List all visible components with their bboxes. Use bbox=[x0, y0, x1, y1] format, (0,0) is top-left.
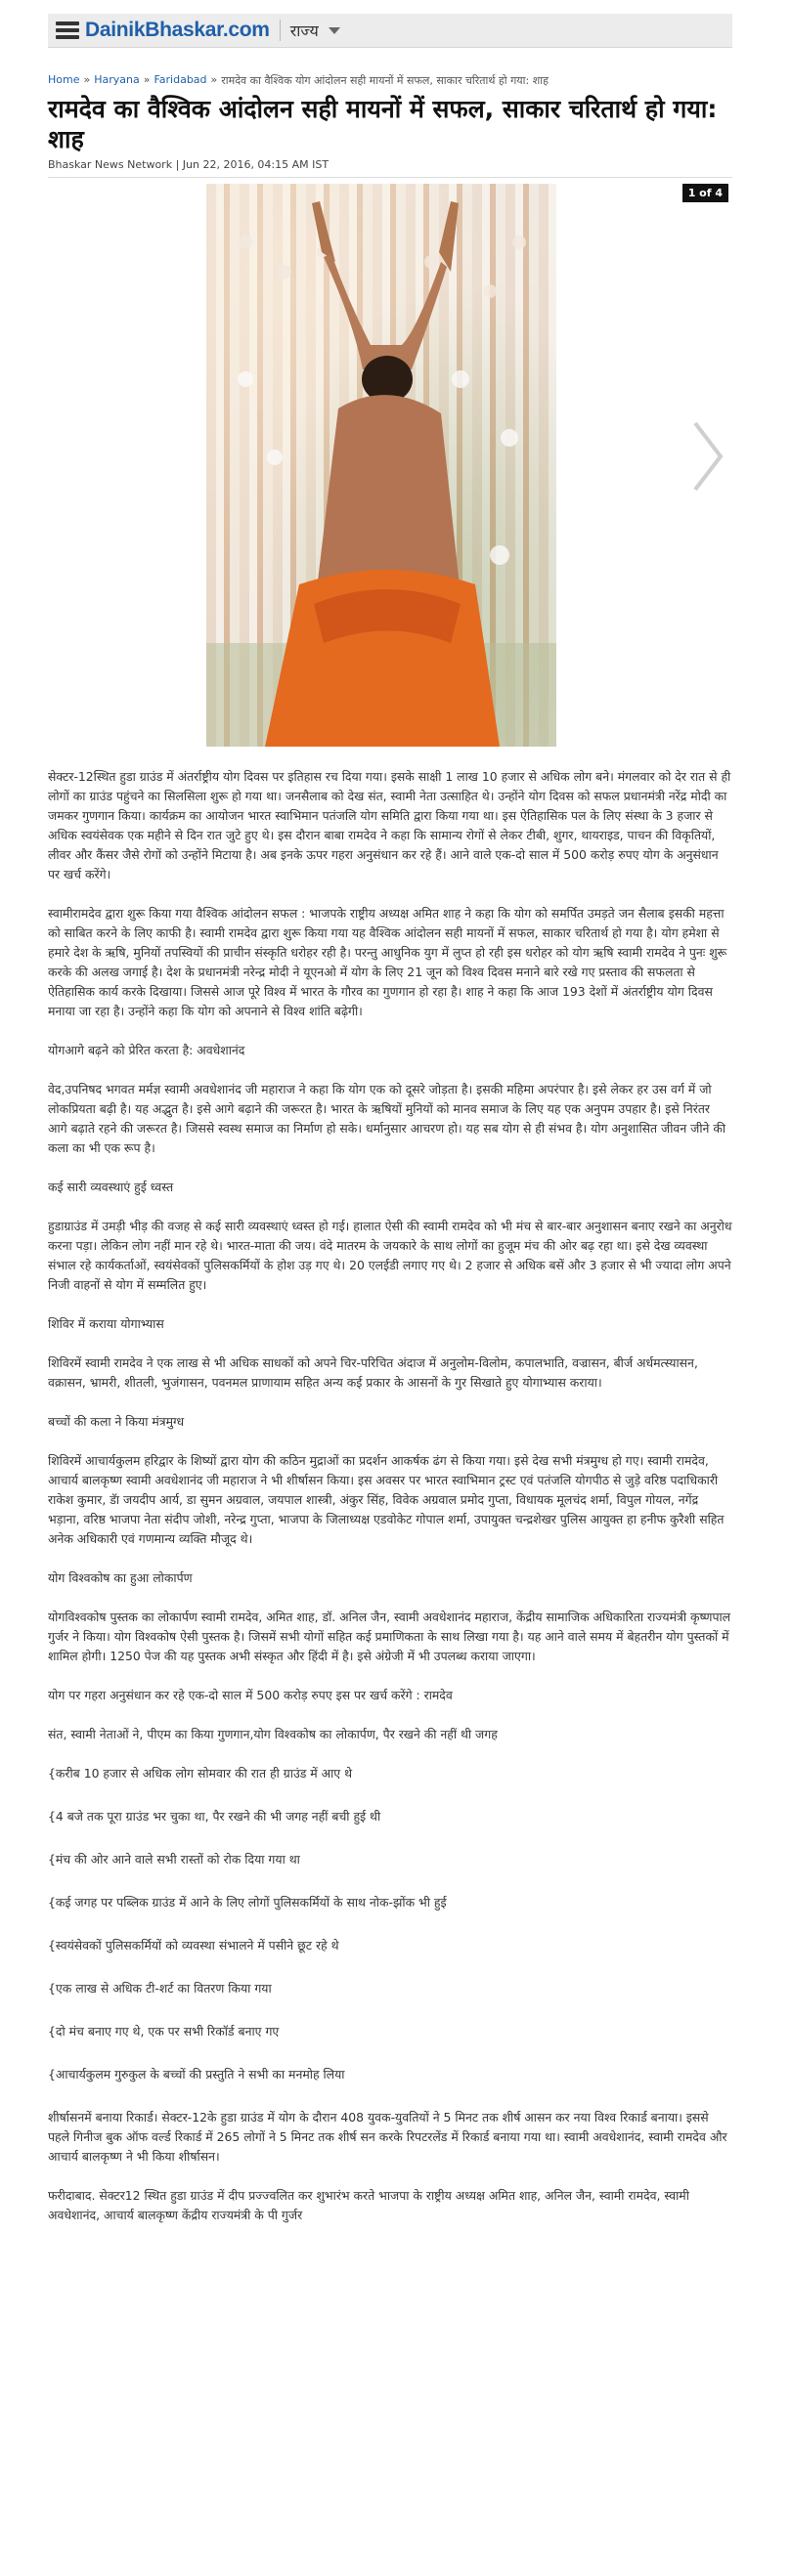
breadcrumb-separator: » bbox=[210, 73, 218, 86]
chevron-right-icon[interactable] bbox=[687, 417, 726, 495]
section-dropdown[interactable] bbox=[290, 20, 340, 41]
highlight-item: {स्वयंसेवकों पुलिसकर्मियों को व्यवस्था संभालने में पसीने छूट रहे थे bbox=[48, 1938, 339, 1953]
highlight-item: {कई जगह पर पब्लिक ग्राउंड में आने के लिए लोगों पुलिसकर्मियों के साथ नोक-झोंक भी हुई bbox=[48, 1895, 447, 1910]
highlight-item: {करीब 10 हजार से अधिक लोग सोमवार की रात ही ग्राउंड में आए थे bbox=[48, 1766, 353, 1781]
gallery-photo bbox=[206, 184, 556, 747]
section-heading: योगआगे बढ़ने को प्रेरित करता है: अवधेशानंद bbox=[48, 1043, 245, 1057]
section-heading: शिविर में कराया योगाभ्यास bbox=[48, 1316, 164, 1331]
highlight-item: {4 बजे तक पूरा ग्राउंड भर चुका था, पैर रखने की भी जगह नहीं बची हुई थी bbox=[48, 1809, 381, 1824]
paragraph: फरीदाबाद. सेक्टर12 स्थित हुडा ग्राउंड में दीप प्रज्ज्वलित कर शुभारंभ करते भाजपा के राष्ट्रीय अध्यक्ष अमित शाह, अनिल जैन, स्वामी रामदेव, स्वामी अवधेशानंद, आचार्य बालकृष्ण केंद्रीय राज्यमंत्री के पी गुर्जर bbox=[48, 2188, 689, 2222]
paragraph: सेक्टर-12स्थित हुडा ग्राउंड में अंतर्राष्ट्रीय योग दिवस पर इतिहास रच दिया गया। इसके साक्षी 1 लाख 10 हजार से अधिक लोग बने। मंगलवार को देर रात से ही लोगों का ग्राउंड पहुंचने का सिलसिला शुरू हो गया था। जनसैलाब को देख संत, स्वामी नेता उत्साहित थे। उन्होंने योग दिवस को सफल प्रधानमंत्री नरेंद्र मोदी का जमकर गुणगान किया। कार्यक्रम का आयोजन भारत स्वाभिमान पतंजलि योग समिति द्वारा किया गया था। इस ऐतिहासिक पल के लिए संस्था के 3 हजार से अधिक स्वयंसेवक एक महीने से दिन रात जुटे हुए थे। इस दौरान बाबा रामदेव ने कहा कि सामान्य रोगों से लेकर टीबी, शुगर, थायराइड, पाचन की विकृतियों, लीवर और कैंसर जैसे रोगों को उन्होंने मिटाया है। अब इनके ऊपर गहरा अनुसंधान कर रहे हैं। आने वाले एक-दो साल में 500 करोड़ रुपए योग के अनुसंधान पर खर्च करेंगे। bbox=[48, 769, 731, 881]
divider bbox=[280, 20, 281, 41]
section-heading: बच्चों की कला ने किया मंत्रमुग्ध bbox=[48, 1414, 185, 1429]
paragraph: हुडाग्राउंड में उमड़ी भीड़ की वजह से कई सारी व्यवस्थाएं ध्वस्त हो गई। हालात ऐसी की स्वामी रामदेव को भी मंच से बार-बार अनुशासन बनाए रखने का अनुरोध करना पड़ा। लेकिन लोग नहीं मान रहे थे। भारत-माता की जय। वंदे मातरम के जयकारे के साथ लोगों का हुजूम मंच की ओर बढ़ रहा था। इसे देख व्यवस्था संभाल रहे कार्यकर्ताओं, स्वयंसेवकों पुलिसकर्मियों के होश उड़ गए थे। 20 एलईडी लगाए गए थे। 2 हजार से अधिक बसें और 3 हजार से भी ज्यादा लोग अपने निजी वाहनों से योग में सम्मलित हुए। bbox=[48, 1219, 732, 1292]
highlight-item: {दो मंच बनाए गए थे, एक पर सभी रिकॉर्ड बनाए गए bbox=[48, 2024, 280, 2039]
menu-icon[interactable] bbox=[56, 21, 79, 39]
breadcrumb-haryana[interactable]: Haryana bbox=[94, 73, 140, 86]
paragraph: वेद,उपनिषद भगवत मर्मज्ञ स्वामी अवधेशानंद जी महाराज ने कहा कि योग एक को दूसरे जोड़ता है। इसकी महिमा अपरंपार है। इसे लेकर हर उस वर्ग में जो लोकप्रियता बढ़ी है। यह अद्भुत है। इसे आगे बढ़ाने की जरूरत है। भारत के ऋषियों मुनियों को मानव समाज के लिए यह एक अनुपम उपहार है। इसे निरंतर आगे बढ़ाते रहने की जरूरत है। जिससे स्वस्थ समाज का निर्माण हो सके। धर्मानुसार आचरण हो। यह सब योग से ही संभव है। योग अनुशासित जीवन जीने की कला का भी एक रूप है। bbox=[48, 1082, 726, 1155]
page bbox=[48, 14, 732, 2225]
paragraph: स्वामीरामदेव द्वारा शुरू किया गया वैश्विक आंदोलन सफल : भाजपके राष्ट्रीय अध्यक्ष अमित शाह ने कहा कि योग को समर्पित उमड़ते जन सैलाब इसकी महत्ता को साबित करने के लिए काफी है। स्वामी रामदेव द्वारा शुरू किया गया यह वैश्विक आंदोलन सही मायनों में सफल, साकार चरितार्थ हो गया है। योग हमेशा से हमारे देश के ऋषि, मुनियों तपस्वियों की प्राचीन संस्कृति धरोहर रही है। परन्तु आधुनिक युग में लुप्त हो रही इस धरोहर को योग ऋषि स्वामी रामदेव ने पुनः शुरू करके की अलख जगाई है। देश के प्रधानमंत्री नरेन्द्र मोदी ने यूएनओ में योग के लिए 21 जून को विश्व दिवस मनाने बारे रखे गए प्रस्ताव की सफलता से ऐतिहासिक कार्य करके दिखाया। जिससे आज पूरे विश्व में भारत के गौरव का गुणगान हो रहा है। शाह ने कहा कि आज 193 देशों में अंतर्राष्ट्रीय योग दिवस मनाया जा रहा है। उन्होंने कहा कि योग को अपनाने से विश्व शांति बढ़ेगी। bbox=[48, 906, 727, 1018]
site-logo[interactable]: DainikBhaskar.com bbox=[85, 19, 270, 41]
breadcrumb-home[interactable]: Home bbox=[48, 73, 80, 86]
article-body bbox=[48, 767, 732, 2225]
site-header bbox=[48, 14, 732, 48]
breadcrumb-separator: » bbox=[83, 73, 91, 86]
breadcrumb-faridabad[interactable]: Faridabad bbox=[154, 73, 207, 86]
section-dropdown-label: राज्य bbox=[289, 21, 319, 40]
gallery-counter: 1 of 4 bbox=[682, 184, 728, 202]
breadcrumb-current: रामदेव का वैश्विक योग आंदोलन सही मायनों में सफल, साकार चरितार्थ हो गया: शाह bbox=[221, 74, 549, 87]
chevron-down-icon bbox=[329, 27, 340, 34]
article-byline: Bhaskar News Network | Jun 22, 2016, 04:15 AM IST bbox=[48, 158, 330, 171]
highlight-item: {आचार्यकुलम गुरुकुल के बच्चों की प्रस्तुति ने सभी का मनमोह लिया bbox=[48, 2067, 345, 2082]
paragraph: योगविश्वकोष पुस्तक का लोकार्पण स्वामी रामदेव, अमित शाह, डॉ. अनिल जैन, स्वामी अवधेशानंद महाराज, केंद्रीय सामाजिक अधिकारिता राज्यमंत्री कृष्णपाल गुर्जर ने किया। योग विश्वकोष ऐसी पुस्तक है। जिसमें सभी योगों सहित कई प्रमाणिकता के साथ लिखा गया है। यह आने वाले समय में बेहतरीन योग पुस्तकों में शामिल होगी। 1250 पेज की यह पुस्तक अभी संस्कृत और हिंदी में है। इसे अंग्रेजी में भी उपलब्ध कराया जाएगा। bbox=[48, 1610, 731, 1663]
paragraph: शिविरमें आचार्यकुलम हरिद्वार के शिष्यों द्वारा योग की कठिन मुद्राओं का प्रदर्शन आकर्षक ढंग से किया गया। इसे देख सभी मंत्रमुग्ध हो गए। स्वामी रामदेव, आचार्य बालकृष्ण स्वामी अवधेशानंद जी महाराज ने भी शीर्षासन किया। इस अवसर पर भारत स्वाभिमान ट्रस्ट एवं पतंजलि योगपीठ से जुड़े वरिष्ठ पदाधिकारी राकेश कुमार, डॅा जयदीप आर्य, डा सुमन अग्रवाल, जयपाल शास्त्री, अंकुर सिंह, विवेक अग्रवाल प्रमोद गुप्ता, विधायक मूलचंद शर्मा, विपुल गोयल, नगेंद्र भड़ाना, वरिष्ठ भाजपा नेता संदीप जोशी, नरेन्द्र गुप्ता, भाजपा के जिलाध्यक्ष एडवोकेट गोपाल शर्मा, उपायुक्त चन्द्रशेखर पुलिस आयुक्त हा हनीफ कुरैशी सहित अनेक अधिकारी एवं गणमान्य व्यक्ति मौजूद थे। bbox=[48, 1453, 725, 1546]
highlight-item: {मंच की ओर आने वाले सभी रास्तों को रोक दिया गया था bbox=[48, 1852, 300, 1867]
breadcrumb bbox=[48, 73, 732, 88]
paragraph: संत, स्वामी नेताओं ने, पीएम का किया गुणगान,योग विश्वकोष का लोकार्पण, पैर रखने की नहीं थी जगह bbox=[48, 1727, 498, 1741]
section-heading: योग विश्वकोष का हुआ लोकार्पण bbox=[48, 1570, 193, 1585]
article-title: रामदेव का वैश्विक आंदोलन सही मायनों में सफल, साकार चरितार्थ हो गया: शाह bbox=[48, 95, 718, 153]
paragraph: योग पर गहरा अनुसंधान कर रहे एक-दो साल में 500 करोड़ रुपए इस पर खर्च करेंगे : रामदेव bbox=[48, 1688, 453, 1702]
paragraph: शीर्षासनमें बनाया रिकार्ड। सेक्टर-12के हुडा ग्राउंड में योग के दौरान 408 युवक-युवतियों ने 5 मिनट तक शीर्ष आसन कर नया विश्व रिकार्ड बनाया। इससे पहले गिनीज बुक ऑफ वर्ल्ड रिकार्ड में 265 लोगों ने 5 मिनट तक शीर्ष सन करके रिपटरलेंड में रिकार्ड बनाया गया था। स्वामी अवधेशानंद, स्वामी रामदेव और आचार्य बालकृष्ण ने भी किया शीर्षासन। bbox=[48, 2110, 727, 2164]
highlight-item: {एक लाख से अधिक टी-शर्ट का वितरण किया गया bbox=[48, 1981, 272, 1996]
section-heading: कई सारी व्यवस्थाएं हुई ध्वस्त bbox=[48, 1180, 174, 1194]
yoga-photo-illustration bbox=[206, 184, 556, 747]
breadcrumb-separator: » bbox=[143, 73, 151, 86]
photo-gallery bbox=[48, 177, 732, 750]
paragraph: शिविरमें स्वामी रामदेव ने एक लाख से भी अधिक साधकों को अपने चिर-परिचित अंदाज में अनुलोम-विलोम, कपालभाति, वज्रासन, बीर्ज अर्धमत्स्यासन, वक्रासन, भ्रामरी, शीतली, भुजंगासन, पवनमल प्राणायाम सहित अन्य कई प्रकार के आसनों के गुर सिखाते हुए योगाभ्यास कराया। bbox=[48, 1355, 698, 1390]
